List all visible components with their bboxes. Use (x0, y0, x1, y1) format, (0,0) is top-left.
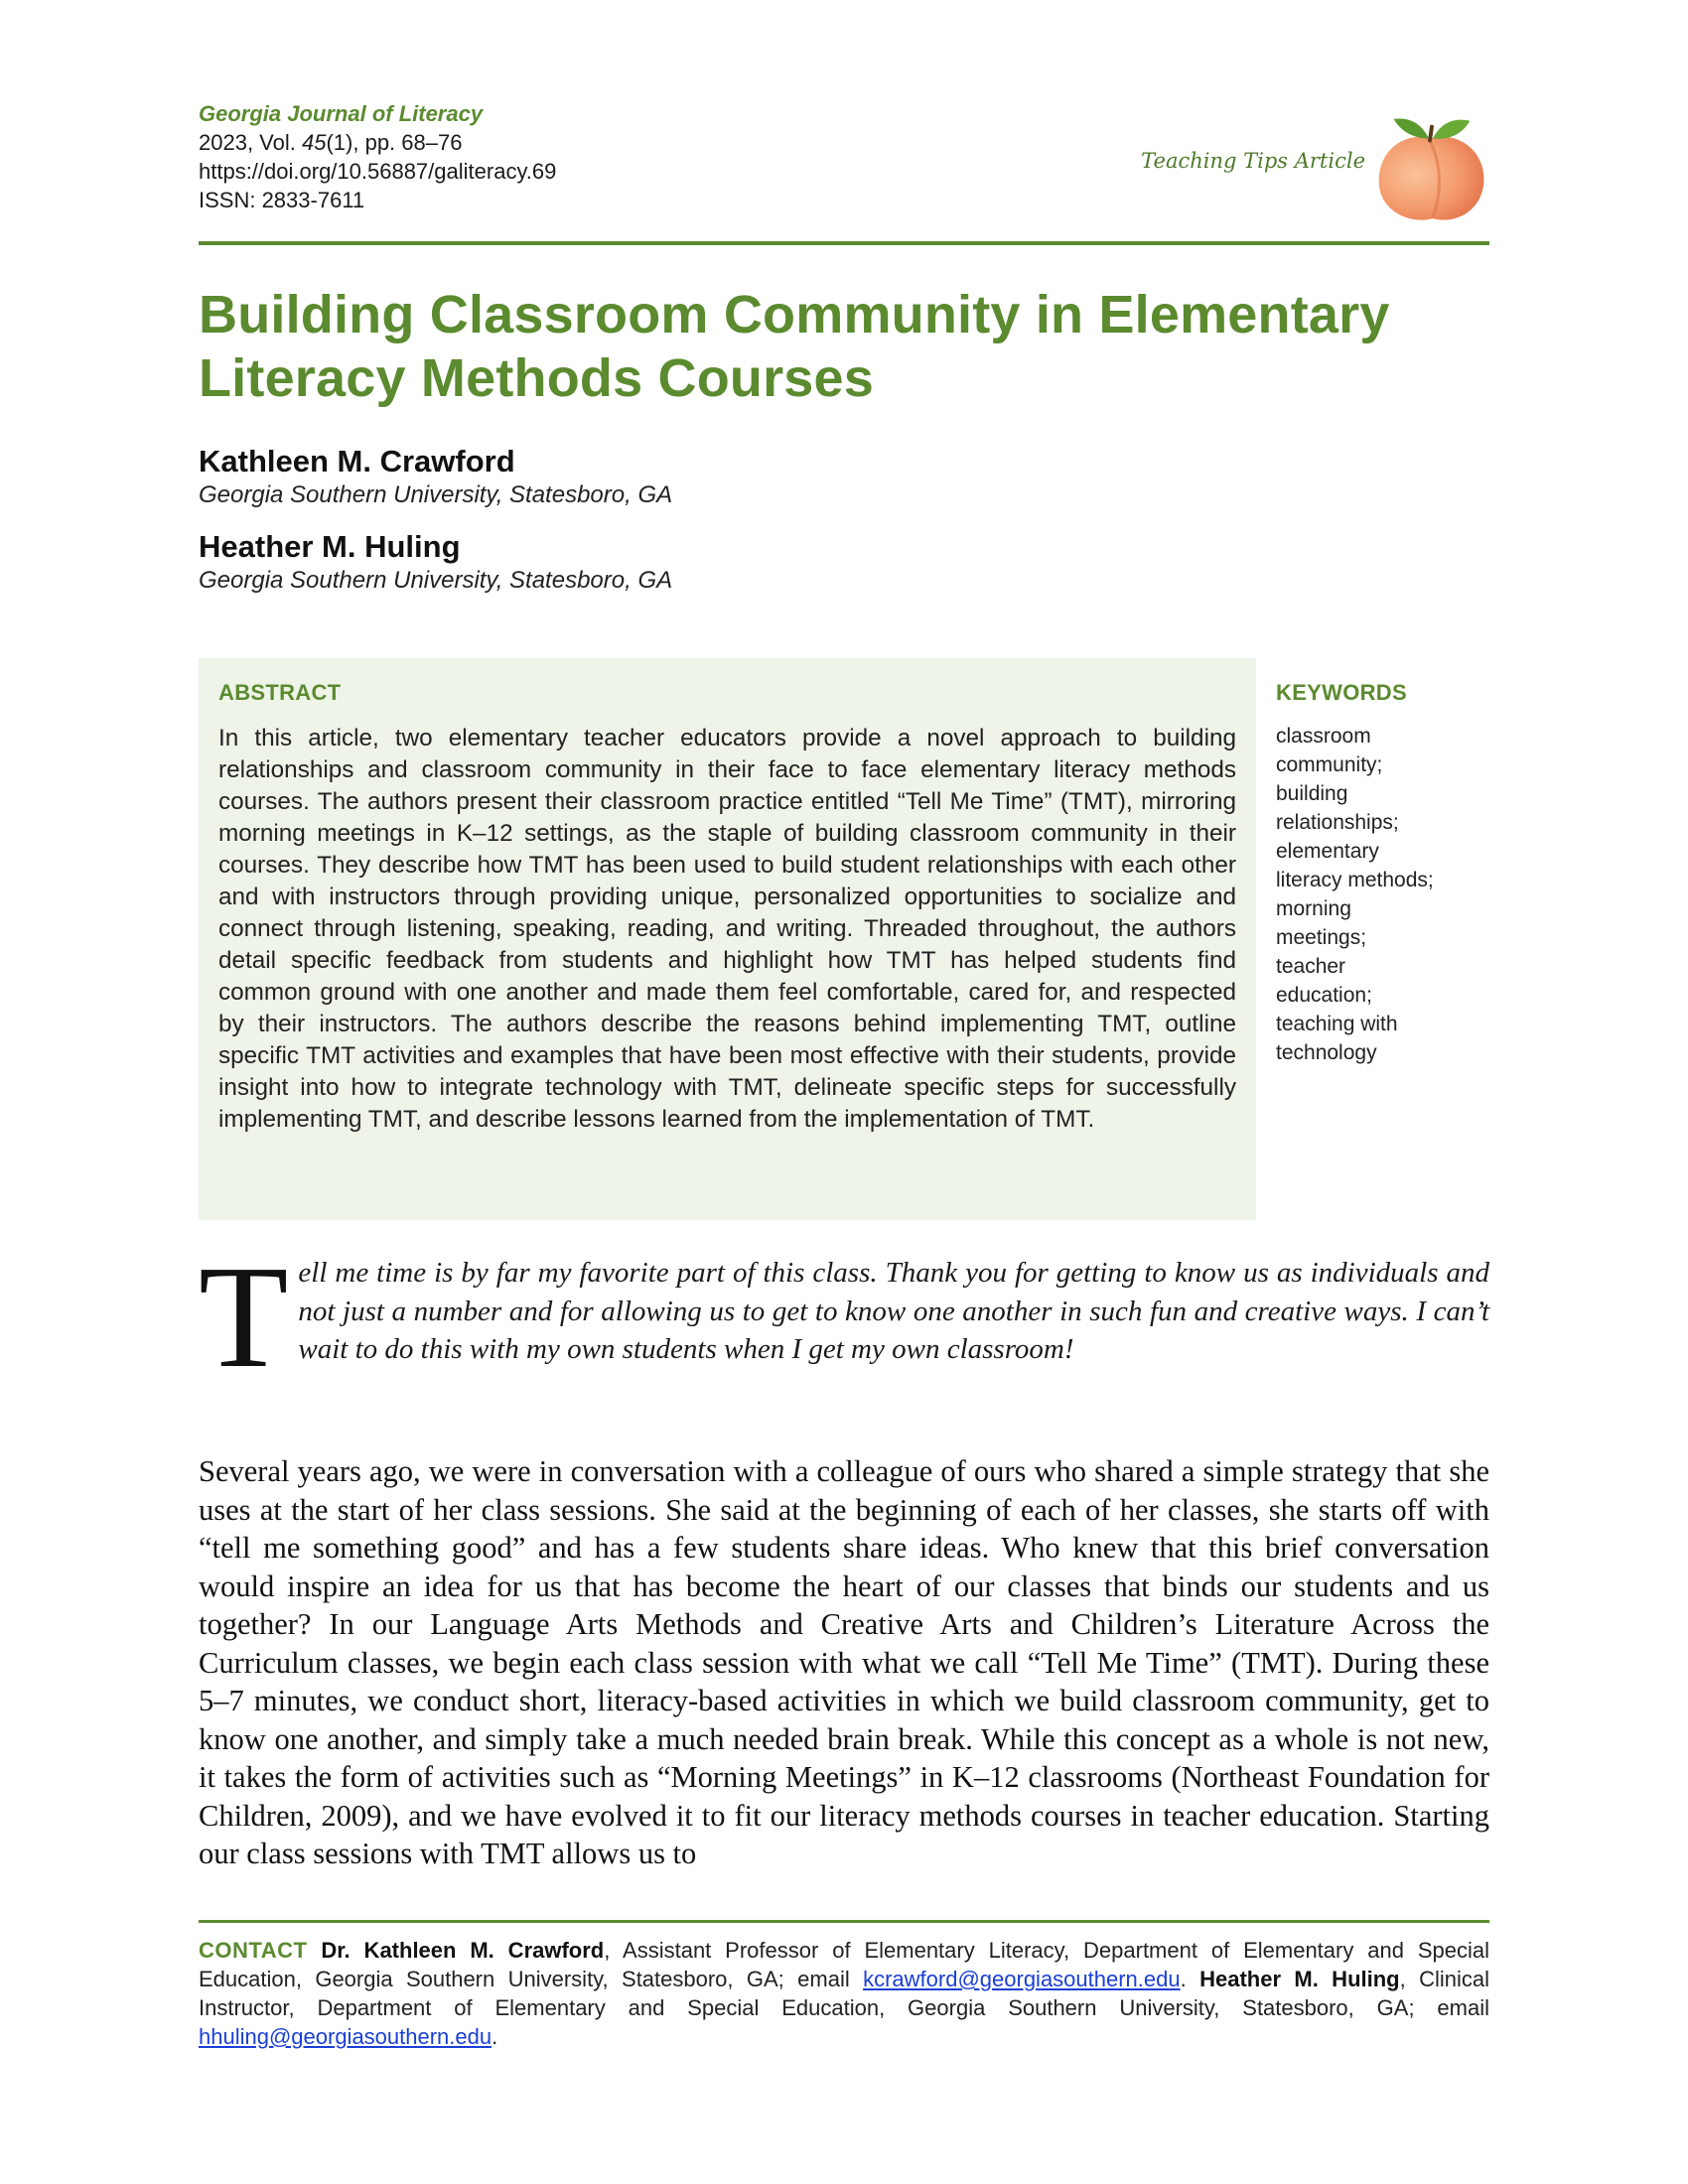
email-link-1[interactable]: kcrawford@georgiasouthern.edu (863, 1967, 1181, 1991)
abstract-box (199, 658, 1256, 1220)
footer-rule (199, 1920, 1489, 1923)
keywords-heading: KEYWORDS (1276, 680, 1407, 705)
keyword-line: elementary (1276, 840, 1379, 863)
keyword-line: teacher (1276, 955, 1346, 978)
author-name: Heather M. Huling (199, 529, 461, 564)
journal-meta (199, 99, 556, 214)
contact-name-1: Dr. Kathleen M. Crawford (321, 1938, 605, 1963)
keyword-line: technology (1276, 1041, 1377, 1064)
keyword-line: community; (1276, 753, 1383, 776)
contact-note (199, 1936, 1489, 2051)
keyword-line: education; (1276, 984, 1372, 1007)
keyword-line: classroom (1276, 725, 1371, 748)
keyword-line: teaching with (1276, 1013, 1398, 1035)
body-paragraph: Several years ago, we were in conversation with a colleague of ours who shared a simple strategy that she uses at the start of her class sessions. She said at the beginning of each of her classes, she starts off with “tell me something good” and has a few students share ideas. Who knew that this brief conversation would inspire an idea for us that has become the heart of our classes that binds our students and us together? In our Language Arts Methods and Creative Arts and Children’s Literature Across the Curriculum classes, we begin each class session with what we call “Tell Me Time” (TMT). During these 5–7 minutes, we conduct short, literacy-based activities in which we build classroom community, get to know one another, and simply take a much needed brain break. While this concept as a whole is not new, it takes the form of activities such as “Morning Meetings” in K–12 classrooms (Northeast Foundation for Children, 2009), and we have evolved it to fit our literacy methods courses in teacher education. Starting our class sessions with TMT allows us to (199, 1454, 1489, 1870)
contact-sep: . (1180, 1967, 1200, 1991)
author-affiliation: Georgia Southern University, Statesboro, GA (199, 481, 673, 508)
contact-desc-1: , Assistant Professor of Elementary Literacy, Department of Elementary and Special Education, Georgia Southern University, Statesboro, GA; email (199, 1938, 1489, 1991)
keyword-line: relationships; (1276, 811, 1399, 834)
header-rule (199, 241, 1489, 245)
author-affiliation: Georgia Southern University, Statesboro, GA (199, 567, 673, 594)
title-line-1: Building Classroom Community in Elementary (199, 285, 1390, 344)
opening-quote (199, 1236, 1489, 1399)
abstract-text: In this article, two elementary teacher educators provide a novel approach to building relationships and classroom community in their face to face elementary literacy methods courses. The authors present their classroom practice entitled “Tell Me Time” (TMT), mirroring morning meetings in K–12 settings, as the staple of building classroom community in their courses. They describe how TMT has been used to build student relationships with each other and with instructors through providing unique, personalized opportunities to socialize and connect through listening, speaking, reading, and writing. Threaded throughout, the authors detail specific feedback from students and highlight how TMT has helped students find common ground with one another and made them feel comfortable, cared for, and respected by their instructors. The authors describe the reasons behind implementing TMT, outline specific TMT activities and examples that have been most effective with their students, provide insight into how to integrate technology with TMT, delineate specific steps for successfully implementing TMT, and describe lessons learned from the implementation of TMT. (218, 725, 1236, 1133)
contact-end: . (492, 2024, 498, 2049)
keywords-section (1276, 680, 1489, 1067)
quote-text: ell me time is by far my favorite part of this class. Thank you for getting to know us as individuals and not just a number and for allowing us to get to know one another in such fun and creative ways. I can’t wait to do this with my own students when I get my own classroom! (298, 1257, 1489, 1365)
issue-pages: (1), pp. 68–76 (326, 130, 463, 155)
doi-link[interactable]: https://doi.org/10.56887/galiteracy.69 (199, 159, 557, 184)
article-type-label: Teaching Tips Article (1141, 149, 1365, 173)
year-vol-prefix: 2023, Vol. (199, 130, 302, 155)
keyword-line: building (1276, 782, 1348, 805)
title-line-2: Literacy Methods Courses (199, 348, 874, 408)
contact-label: CONTACT (199, 1938, 308, 1963)
keyword-line: literacy methods; (1276, 869, 1434, 891)
author-name: Kathleen M. Crawford (199, 444, 515, 478)
volume-number: 45 (301, 130, 327, 155)
journal-name: Georgia Journal of Literacy (199, 101, 484, 126)
issn: ISSN: 2833-7611 (199, 188, 365, 212)
keyword-line: morning (1276, 897, 1351, 920)
abstract-heading: ABSTRACT (218, 680, 342, 705)
contact-desc-2: , Clinical Instructor, Department of Elementary and Special Education, Georgia Southern University, Statesboro, GA; email (199, 1967, 1489, 2020)
drop-cap: T (199, 1236, 289, 1399)
contact-name-2: Heather M. Huling (1199, 1967, 1400, 1991)
keyword-line: meetings; (1276, 926, 1367, 949)
email-link-2[interactable]: hhuling@georgiasouthern.edu (199, 2024, 492, 2049)
article-title (199, 283, 1489, 410)
volume-line (199, 128, 556, 157)
keywords-list (1276, 722, 1489, 1067)
peach-icon (1372, 109, 1489, 226)
